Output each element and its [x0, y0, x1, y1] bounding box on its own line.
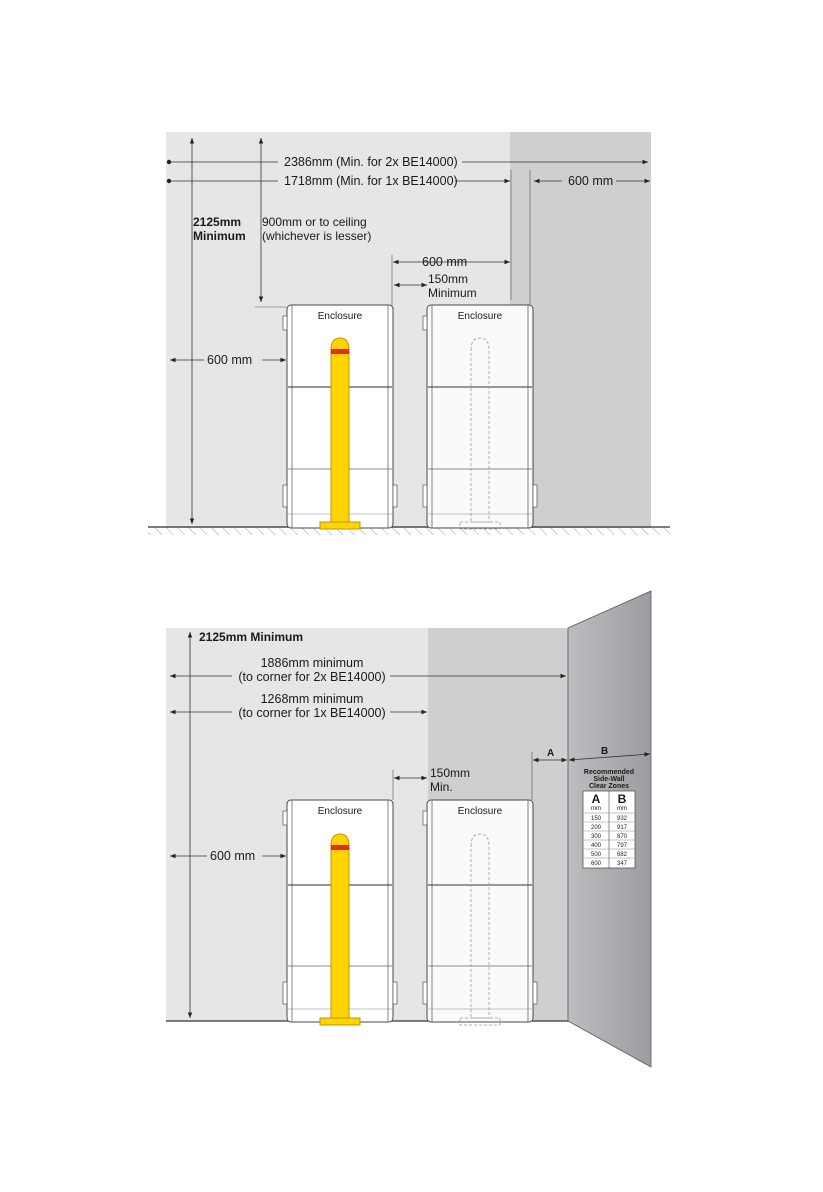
bottom-dim-1x-label-line2: (to corner for 1x BE14000): [238, 706, 386, 720]
table-cell-a: 400: [590, 843, 602, 849]
bottom-label-a: A: [547, 748, 555, 759]
top-enclosure-2: [423, 305, 537, 529]
table-cell-a: 200: [590, 825, 602, 831]
bottom-label-b: B: [601, 746, 609, 757]
table-col-b: B: [617, 792, 627, 806]
table-cell-a: 150: [590, 816, 602, 822]
bottom-diagram: [166, 591, 651, 1067]
table-cell-a: 500: [590, 852, 602, 858]
top-height-label-line1: 2125mm: [193, 215, 242, 229]
table-cell-b: 932: [616, 816, 628, 822]
top-dim-1x-origin-dot: [167, 179, 171, 183]
bottom-enclosure-2-label: Enclosure: [457, 806, 503, 817]
top-enclosure-2-label: Enclosure: [457, 311, 503, 322]
top-dim-2x-label: 2386mm (Min. for 2x BE14000): [284, 155, 458, 169]
top-right-clear-label: 600 mm: [568, 174, 614, 188]
bottom-dim-2x-label-line1: 1886mm minimum: [260, 656, 364, 670]
table-cell-a: 600: [590, 861, 602, 867]
table-cell-b: 917: [616, 825, 628, 831]
top-diagram: [148, 132, 670, 535]
table-cell-b: 347: [616, 861, 628, 867]
top-dim-1x-label: 1718mm (Min. for 1x BE14000): [284, 174, 458, 188]
bottom-dim-1x-label-line1: 1268mm minimum: [260, 692, 364, 706]
bottom-enclosure-1-label: Enclosure: [317, 806, 363, 817]
top-gap-600-label: 600 mm: [422, 255, 468, 269]
bottom-gap-label-line1: 150mm: [430, 766, 471, 780]
table-cell-a: 300: [590, 834, 602, 840]
bottom-enclosure-2: [423, 800, 537, 1025]
table-cell-b: 682: [616, 852, 628, 858]
top-gap-150-label-line2: Minimum: [428, 286, 477, 300]
top-enclosure-1-label: Enclosure: [317, 311, 363, 322]
table-unit-a: mm: [591, 806, 601, 812]
table-title-line1: Recommended: [583, 769, 635, 776]
bottom-height-label: 2125mm Minimum: [199, 630, 304, 644]
table-title-line3: Clear Zones: [588, 783, 630, 790]
top-dim-2x-origin-dot: [167, 160, 171, 164]
table-col-a: A: [591, 792, 601, 806]
top-ceiling-label-line1: 900mm or to ceiling: [262, 215, 367, 229]
bottom-gap-label-line2: Min.: [430, 780, 453, 794]
bottom-dim-2x-label-line2: (to corner for 2x BE14000): [238, 670, 386, 684]
top-gap-150-label-line1: 150mm: [428, 272, 469, 286]
table-cell-b: 870: [616, 834, 628, 840]
top-floor-hatch: [148, 527, 670, 535]
table-unit-b: mm: [617, 806, 627, 812]
clear-zone-table: [583, 769, 635, 868]
table-cell-b: 797: [616, 843, 628, 849]
top-left-clear-label: 600 mm: [207, 353, 253, 367]
table-title-line2: Side-Wall: [593, 776, 625, 783]
top-height-label-line2: Minimum: [193, 229, 246, 243]
bottom-left-clear-label: 600 mm: [210, 849, 256, 863]
top-ceiling-label-line2: (whichever is lesser): [262, 229, 372, 243]
